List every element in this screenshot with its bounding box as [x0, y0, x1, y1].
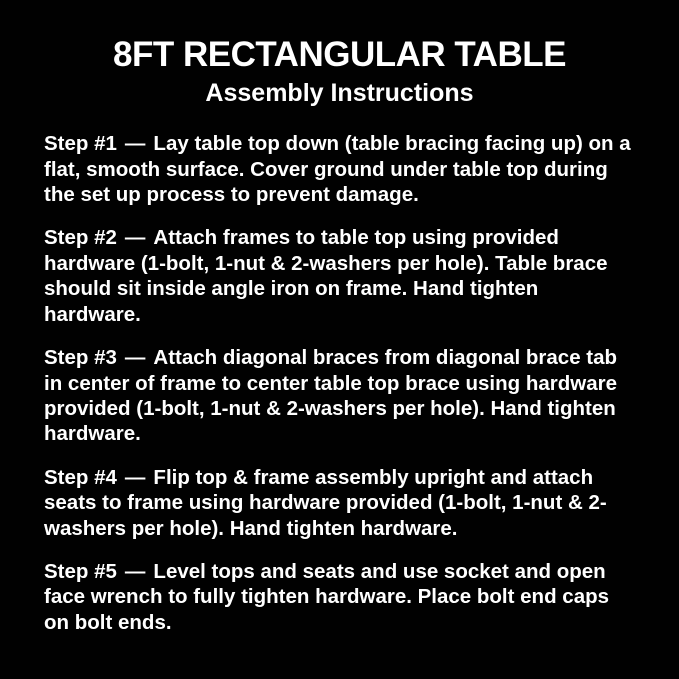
step-3-paragraph: [44, 345, 635, 447]
step-3-label: Step #3: [44, 346, 117, 370]
page-subtitle: Assembly Instructions: [205, 78, 474, 107]
step-5-dash: —: [124, 559, 146, 583]
step-4-label: Step #4: [44, 465, 117, 489]
step-2-text: Attach frames to table top using provided hardware (1-bolt, 1-nut & 2-washers per hole). Table brace should sit inside angle iron on frame. Hand tighten hardware.: [44, 226, 608, 326]
step-2-paragraph: [44, 225, 635, 327]
step-1-label: Step #1: [44, 132, 117, 156]
steps-list: [44, 131, 635, 635]
step-4-dash: —: [124, 465, 146, 489]
step-2-label: Step #2: [44, 226, 117, 250]
step-3-text: Attach diagonal braces from diagonal brace tab in center of frame to center table top brace using hardware provided (1-bolt, 1-nut & 2-washers per hole). Hand tighten hardware.: [44, 346, 618, 446]
poster-header: [44, 36, 635, 107]
step-2-dash: —: [124, 226, 146, 250]
step-4-paragraph: [44, 465, 635, 541]
step-1-dash: —: [124, 132, 146, 156]
step-1-paragraph: [44, 131, 635, 207]
step-5-label: Step #5: [44, 559, 117, 583]
page-title: 8FT RECTANGULAR TABLE: [113, 35, 566, 74]
step-1-text: Lay table top down (table bracing facing up) on a flat, smooth surface. Cover ground under table top during the set up process to prevent damage.: [44, 132, 631, 207]
step-5-paragraph: [44, 559, 635, 635]
step-5-text: Level tops and seats and use socket and open face wrench to fully tighten hardware. Place bolt end caps on bolt ends.: [44, 559, 610, 634]
step-4-text: Flip top & frame assembly upright and attach seats to frame using hardware provided (1-bolt, 1-nut & 2-washers per hole). Hand tighten hardware.: [44, 465, 607, 540]
step-3-dash: —: [124, 346, 146, 370]
